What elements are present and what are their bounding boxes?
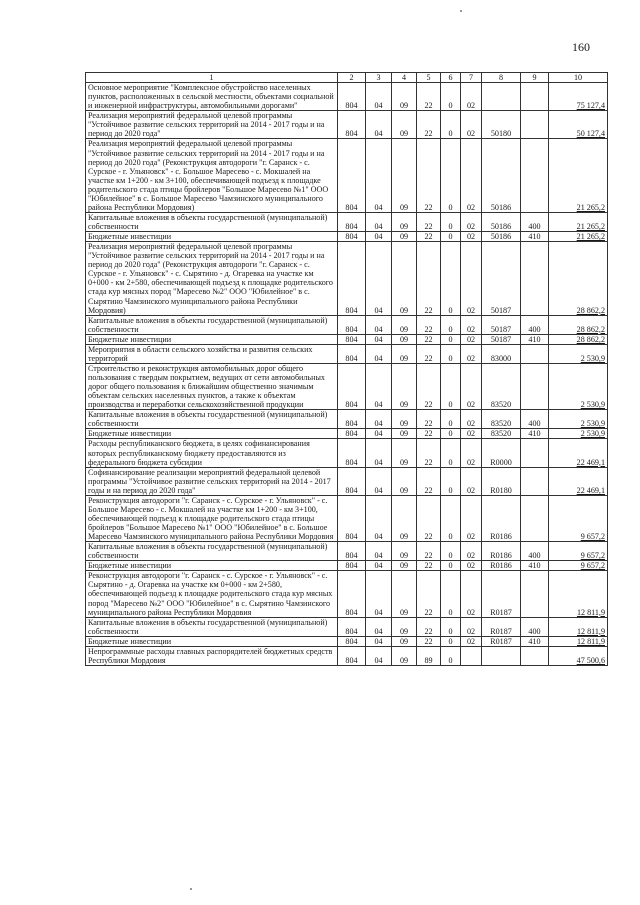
column-header: 7 [461, 73, 482, 83]
cell-program: 22 [417, 617, 441, 636]
cell-expense-type: 400 [521, 315, 549, 334]
table-row [86, 363, 608, 409]
cell-subprogram: 0 [441, 344, 461, 363]
table-row [86, 83, 608, 111]
cell-amount: 21 265,2 [549, 212, 608, 231]
cell-expense-type [521, 439, 549, 467]
cell-admin-code: 804 [338, 242, 366, 316]
cell-direction: 83000 [482, 344, 521, 363]
cell-subprogram: 0 [441, 636, 461, 646]
cell-program: 22 [417, 111, 441, 139]
column-header: 1 [86, 73, 338, 83]
cell-subprogram: 0 [441, 617, 461, 636]
cell-subsection: 09 [392, 439, 417, 467]
cell-expense-type: 400 [521, 617, 549, 636]
cell-amount: 2 530,9 [549, 344, 608, 363]
cell-direction: R0186 [482, 495, 521, 541]
cell-admin-code: 804 [338, 429, 366, 439]
cell-admin-code: 804 [338, 571, 366, 617]
cell-section: 04 [366, 439, 392, 467]
cell-section: 04 [366, 242, 392, 316]
cell-subprogram: 0 [441, 334, 461, 344]
cell-expense-type [521, 495, 549, 541]
row-name: Реконструкция автодороги "г. Саранск - с. Сурское - г. Ульяновск" - с. Сырятино - д. Огаревка на участке км 0+000 - км 2+580, обеспечивающей подъезд к площадке родительского стада кур мясных пород "Маресево №2" ООО "Юбилейное" в с. Сырятино Чамзинского муниципального района Республики Мордовия [86, 571, 338, 617]
cell-admin-code: 804 [338, 495, 366, 541]
cell-program: 22 [417, 315, 441, 334]
cell-subprogram: 0 [441, 646, 461, 665]
cell-subsection: 09 [392, 429, 417, 439]
cell-section: 04 [366, 212, 392, 231]
cell-admin-code: 804 [338, 636, 366, 646]
cell-expense-type [521, 344, 549, 363]
cell-program: 22 [417, 467, 441, 495]
cell-section: 04 [366, 111, 392, 139]
column-header: 3 [366, 73, 392, 83]
cell-admin-code: 804 [338, 139, 366, 213]
cell-event: 02 [461, 363, 482, 409]
cell-event: 02 [461, 111, 482, 139]
cell-section: 04 [366, 542, 392, 561]
cell-section: 04 [366, 363, 392, 409]
cell-section: 04 [366, 139, 392, 213]
cell-event: 02 [461, 212, 482, 231]
cell-amount: 9 657,2 [549, 561, 608, 571]
table-row [86, 646, 608, 665]
row-name: Бюджетные инвестиции [86, 429, 338, 439]
table-row [86, 242, 608, 316]
cell-subprogram: 0 [441, 83, 461, 111]
cell-subsection: 09 [392, 83, 417, 111]
row-name: Бюджетные инвестиции [86, 561, 338, 571]
cell-program: 22 [417, 495, 441, 541]
cell-subprogram: 0 [441, 429, 461, 439]
row-name: Реконструкция автодороги "г. Саранск - с. Сурское - г. Ульяновск" - с. Большое Маресево - с. Мокшалей на участке км 1+200 - км 3+100, обеспечивающей подъезд к площадке родительского стада птицы бройлеров "Большое Маресево №1" ООО "Юбилейное" в с. Большое Маресево Чамзинского муниципального района Республики Мордовия [86, 495, 338, 541]
cell-section: 04 [366, 561, 392, 571]
cell-admin-code: 804 [338, 542, 366, 561]
column-header: 6 [441, 73, 461, 83]
cell-subprogram: 0 [441, 111, 461, 139]
cell-program: 22 [417, 232, 441, 242]
cell-section: 04 [366, 636, 392, 646]
cell-program: 22 [417, 636, 441, 646]
table-row [86, 212, 608, 231]
table-row [86, 467, 608, 495]
cell-admin-code: 804 [338, 334, 366, 344]
cell-program: 22 [417, 571, 441, 617]
cell-subsection: 09 [392, 467, 417, 495]
cell-section: 04 [366, 410, 392, 429]
cell-amount: 9 657,2 [549, 495, 608, 541]
cell-direction: 50187 [482, 315, 521, 334]
cell-section: 04 [366, 571, 392, 617]
table-row [86, 111, 608, 139]
cell-event: 02 [461, 561, 482, 571]
column-header: 9 [521, 73, 549, 83]
column-header: 4 [392, 73, 417, 83]
cell-event: 02 [461, 334, 482, 344]
cell-direction: 83520 [482, 429, 521, 439]
cell-subprogram: 0 [441, 467, 461, 495]
cell-subsection: 09 [392, 571, 417, 617]
cell-program: 22 [417, 212, 441, 231]
cell-event: 02 [461, 83, 482, 111]
table-body [86, 83, 608, 666]
cell-expense-type: 410 [521, 561, 549, 571]
cell-amount: 28 862,2 [549, 242, 608, 316]
cell-subsection: 09 [392, 242, 417, 316]
cell-amount: 47 500,6 [549, 646, 608, 665]
cell-section: 04 [366, 646, 392, 665]
cell-expense-type: 410 [521, 429, 549, 439]
cell-program: 22 [417, 242, 441, 316]
cell-program: 22 [417, 542, 441, 561]
cell-program: 22 [417, 363, 441, 409]
row-name: Реализация мероприятий федеральной целевой программы "Устойчивое развитие сельских территорий на 2014 - 2017 годы и на период до 2020 года" [86, 111, 338, 139]
cell-expense-type [521, 571, 549, 617]
cell-subprogram: 0 [441, 232, 461, 242]
column-header: 10 [549, 73, 608, 83]
cell-subsection: 09 [392, 561, 417, 571]
cell-program: 22 [417, 561, 441, 571]
cell-expense-type: 410 [521, 636, 549, 646]
cell-admin-code: 804 [338, 467, 366, 495]
cell-subsection: 09 [392, 111, 417, 139]
cell-expense-type: 400 [521, 212, 549, 231]
row-name: Капитальные вложения в объекты государственной (муниципальной) собственности [86, 212, 338, 231]
table-row [86, 542, 608, 561]
cell-subsection: 09 [392, 212, 417, 231]
cell-expense-type: 410 [521, 334, 549, 344]
cell-expense-type: 400 [521, 542, 549, 561]
cell-direction: 83520 [482, 363, 521, 409]
table-row [86, 139, 608, 213]
cell-expense-type: 400 [521, 410, 549, 429]
cell-amount: 22 469,1 [549, 467, 608, 495]
cell-section: 04 [366, 344, 392, 363]
cell-direction: R0000 [482, 439, 521, 467]
table-header-row [86, 73, 608, 83]
cell-subprogram: 0 [441, 212, 461, 231]
cell-program: 22 [417, 410, 441, 429]
cell-amount: 12 811,9 [549, 571, 608, 617]
cell-amount: 2 530,9 [549, 429, 608, 439]
cell-subprogram: 0 [441, 561, 461, 571]
cell-direction: R0187 [482, 636, 521, 646]
table-row [86, 232, 608, 242]
cell-direction: R0180 [482, 467, 521, 495]
cell-subsection: 09 [392, 636, 417, 646]
row-name: Расходы республиканского бюджета, в целях софинансирования которых республиканскому бюджету предоставляются из федерального бюджета субсидии [86, 439, 338, 467]
cell-amount: 21 265,2 [549, 139, 608, 213]
cell-subprogram: 0 [441, 410, 461, 429]
cell-subsection: 09 [392, 617, 417, 636]
cell-amount: 2 530,9 [549, 410, 608, 429]
table-row [86, 315, 608, 334]
row-name: Капитальные вложения в объекты государственной (муниципальной) собственности [86, 617, 338, 636]
cell-section: 04 [366, 495, 392, 541]
cell-admin-code: 804 [338, 212, 366, 231]
column-header: 5 [417, 73, 441, 83]
cell-amount: 50 127,4 [549, 111, 608, 139]
row-name: Капитальные вложения в объекты государственной (муниципальной) собственности [86, 542, 338, 561]
cell-expense-type [521, 83, 549, 111]
table-row [86, 495, 608, 541]
cell-subprogram: 0 [441, 315, 461, 334]
table-row [86, 571, 608, 617]
cell-amount: 28 862,2 [549, 334, 608, 344]
cell-subsection: 09 [392, 542, 417, 561]
cell-event: 02 [461, 315, 482, 334]
row-name: Мероприятия в области сельского хозяйства и развития сельских территорий [86, 344, 338, 363]
cell-subprogram: 0 [441, 363, 461, 409]
column-header: 2 [338, 73, 366, 83]
table-row [86, 429, 608, 439]
cell-event: 02 [461, 232, 482, 242]
cell-subsection: 09 [392, 334, 417, 344]
cell-admin-code: 804 [338, 561, 366, 571]
cell-program: 22 [417, 429, 441, 439]
cell-subprogram: 0 [441, 242, 461, 316]
scan-speck [190, 888, 192, 890]
cell-direction: 50186 [482, 232, 521, 242]
cell-section: 04 [366, 334, 392, 344]
cell-direction: 50187 [482, 334, 521, 344]
cell-section: 04 [366, 467, 392, 495]
cell-admin-code: 804 [338, 410, 366, 429]
cell-event: 02 [461, 495, 482, 541]
cell-subsection: 09 [392, 315, 417, 334]
row-name: Бюджетные инвестиции [86, 334, 338, 344]
cell-admin-code: 804 [338, 439, 366, 467]
cell-program: 22 [417, 334, 441, 344]
cell-direction: R0186 [482, 561, 521, 571]
cell-expense-type [521, 111, 549, 139]
cell-program: 89 [417, 646, 441, 665]
cell-section: 04 [366, 83, 392, 111]
cell-direction: 50180 [482, 111, 521, 139]
cell-direction [482, 646, 521, 665]
table-row [86, 334, 608, 344]
cell-admin-code: 804 [338, 646, 366, 665]
cell-event: 02 [461, 571, 482, 617]
cell-amount: 12 811,9 [549, 617, 608, 636]
cell-section: 04 [366, 617, 392, 636]
cell-admin-code: 804 [338, 363, 366, 409]
cell-subsection: 09 [392, 363, 417, 409]
column-header: 8 [482, 73, 521, 83]
cell-subsection: 09 [392, 139, 417, 213]
table-row [86, 617, 608, 636]
row-name: Софинансирование реализации мероприятий федеральной целевой программы "Устойчивое развитие сельских территорий на 2014 - 2017 годы и на период до 2020 года" [86, 467, 338, 495]
cell-direction: 50187 [482, 242, 521, 316]
cell-direction: 50186 [482, 212, 521, 231]
cell-direction: 83520 [482, 410, 521, 429]
cell-program: 22 [417, 439, 441, 467]
cell-program: 22 [417, 83, 441, 111]
cell-amount: 2 530,9 [549, 363, 608, 409]
row-name: Реализация мероприятий федеральной целевой программы "Устойчивое развитие сельских территорий на 2014 - 2017 годы и на период до 2020 года" (Реконструкция автодороги "г. Саранск - с. Сурское - г. Ульяновск" - с. Большое Маресево - с. Мокшалей на участке км 1+200 - км 3+100, обеспечивающей подъезд к площадке родительского стада птицы бройлеров "Большое Маресево №1" ООО "Юбилейное" в с. Большое Маресево Чамзинского муниципального района Республики Мордовия) [86, 139, 338, 213]
cell-program: 22 [417, 139, 441, 213]
row-name: Бюджетные инвестиции [86, 636, 338, 646]
cell-section: 04 [366, 315, 392, 334]
cell-amount: 75 127,4 [549, 83, 608, 111]
cell-admin-code: 804 [338, 315, 366, 334]
table-row [86, 561, 608, 571]
cell-event: 02 [461, 542, 482, 561]
cell-direction: 50186 [482, 139, 521, 213]
cell-event: 02 [461, 439, 482, 467]
cell-event: 02 [461, 429, 482, 439]
cell-subsection: 09 [392, 495, 417, 541]
cell-subsection: 09 [392, 410, 417, 429]
cell-expense-type [521, 242, 549, 316]
cell-program: 22 [417, 344, 441, 363]
cell-event: 02 [461, 139, 482, 213]
table-row [86, 410, 608, 429]
cell-direction [482, 83, 521, 111]
row-name: Реализация мероприятий федеральной целевой программы "Устойчивое развитие сельских территорий на 2014 - 2017 годы и на период до 2020 года" (Реконструкция автодороги "г. Саранск - с. Сурское - г. Ульяновск" - с. Сырятино - д. Огаревка на участке км 0+000 - км 2+580, обеспечивающей подъезд к площадке родительского стада кур мясных пород "Маресево №2" ООО "Юбилейное" в с. Сырятино Чамзинского муниципального района Республики Мордовия) [86, 242, 338, 316]
cell-subsection: 09 [392, 646, 417, 665]
cell-admin-code: 804 [338, 83, 366, 111]
row-name: Строительство и реконструкция автомобильных дорог общего пользования с твердым покрытием, ведущих от сети автомобильных дорог общего пользования к ближайшим общественно значимым объектам сельских населенных пунктов, а также к объектам производства и переработки сельскохозяйственной продукции [86, 363, 338, 409]
row-name: Капитальные вложения в объекты государственной (муниципальной) собственности [86, 315, 338, 334]
cell-event: 02 [461, 636, 482, 646]
cell-event: 02 [461, 344, 482, 363]
cell-expense-type [521, 363, 549, 409]
cell-expense-type [521, 467, 549, 495]
cell-event: 02 [461, 410, 482, 429]
row-name: Основное мероприятие "Комплексное обустройство населенных пунктов, расположенных в сельской местности, объектами социальной и инженерной инфраструктуры, автомобильными дорогами" [86, 83, 338, 111]
row-name: Капитальные вложения в объекты государственной (муниципальной) собственности [86, 410, 338, 429]
cell-event: 02 [461, 242, 482, 316]
cell-admin-code: 804 [338, 344, 366, 363]
table-row [86, 636, 608, 646]
cell-direction: R0186 [482, 542, 521, 561]
cell-direction: R0187 [482, 617, 521, 636]
cell-expense-type [521, 646, 549, 665]
cell-subprogram: 0 [441, 542, 461, 561]
cell-expense-type [521, 139, 549, 213]
cell-event: 02 [461, 467, 482, 495]
cell-subprogram: 0 [441, 571, 461, 617]
page-number: 160 [572, 40, 590, 54]
cell-event: 02 [461, 617, 482, 636]
cell-amount: 28 862,2 [549, 315, 608, 334]
cell-amount: 9 657,2 [549, 542, 608, 561]
cell-section: 04 [366, 232, 392, 242]
cell-direction: R0187 [482, 571, 521, 617]
cell-admin-code: 804 [338, 232, 366, 242]
cell-subsection: 09 [392, 344, 417, 363]
row-name: Непрограммные расходы главных распорядителей бюджетных средств Республики Мордовия [86, 646, 338, 665]
row-name: Бюджетные инвестиции [86, 232, 338, 242]
cell-event [461, 646, 482, 665]
cell-amount: 22 469,1 [549, 439, 608, 467]
cell-admin-code: 804 [338, 111, 366, 139]
cell-subprogram: 0 [441, 439, 461, 467]
cell-amount: 12 811,9 [549, 636, 608, 646]
cell-section: 04 [366, 429, 392, 439]
cell-subprogram: 0 [441, 495, 461, 541]
cell-expense-type: 410 [521, 232, 549, 242]
cell-subprogram: 0 [441, 139, 461, 213]
cell-subsection: 09 [392, 232, 417, 242]
cell-amount: 21 265,2 [549, 232, 608, 242]
scan-speck [460, 10, 462, 12]
cell-admin-code: 804 [338, 617, 366, 636]
table-row [86, 439, 608, 467]
budget-table [85, 72, 608, 666]
table-row [86, 344, 608, 363]
